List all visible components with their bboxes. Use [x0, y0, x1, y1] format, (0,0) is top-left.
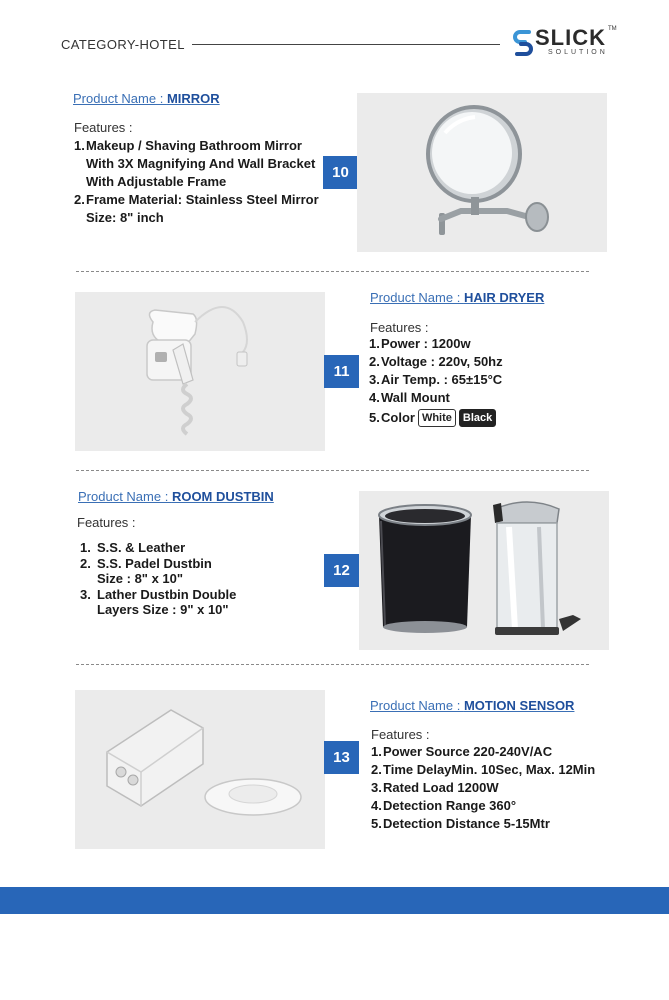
color-chip-white: White: [418, 409, 456, 427]
motion-sensor-icon: [75, 690, 325, 849]
features-list: [74, 137, 326, 227]
list-item: 5. Color White Black: [369, 409, 609, 427]
list-item: 1. Makeup / Shaving Bathroom Mirror With 3X Magnifying And Wall Bracket With Adjustable Frame: [74, 138, 316, 189]
color-chip-black: Black: [459, 409, 496, 427]
product-name-motion-sensor: Product Name : MOTION SENSOR: [370, 698, 575, 713]
product-image-hair-dryer: [75, 292, 325, 451]
product-image-mirror: [357, 93, 607, 252]
list-item: 1. S.S. & Leather: [80, 540, 186, 555]
features-title: Features :: [370, 320, 429, 335]
section-divider: [76, 470, 589, 471]
logo-subtitle: SOLUTION: [548, 49, 608, 56]
list-item: 2. Voltage : 220v, 50hz: [369, 354, 503, 369]
product-name-room-dustbin: Product Name : ROOM DUSTBIN: [78, 489, 274, 504]
product-number-badge: 12: [324, 554, 359, 587]
hair-dryer-icon: [75, 292, 325, 451]
list-item: 1. Power : 1200w: [369, 336, 471, 351]
list-item: 4. Detection Range 360°: [371, 798, 517, 813]
list-item: 2. Time DelayMin. 10Sec, Max. 12Min: [371, 762, 596, 777]
list-item: 4. Wall Mount: [369, 390, 450, 405]
features-title: Features :: [371, 727, 430, 742]
features-title: Features :: [77, 515, 136, 530]
product-number-badge: 13: [324, 741, 359, 774]
footer-bar: [0, 887, 669, 914]
logo-word: SLICK: [535, 25, 606, 50]
product-image-dustbin: [359, 491, 609, 650]
product-name-hair-dryer: Product Name : HAIR DRYER: [370, 290, 545, 305]
product-name-mirror: Product Name : MIRROR: [73, 91, 220, 106]
list-item: 3. Rated Load 1200W: [371, 780, 499, 795]
mirror-icon: [357, 93, 607, 252]
list-item: 1. Power Source 220-240V/AC: [371, 744, 553, 759]
logo-trademark: TM: [608, 26, 617, 32]
list-item: 3. Lather Dustbin Double Layers Size : 9" x 10": [80, 586, 237, 617]
features-list: [80, 540, 240, 618]
logo-s-icon: [512, 28, 534, 58]
list-item: 2. Frame Material: Stainless Steel Mirror Size: 8" inch: [74, 192, 319, 225]
product-number-badge: 11: [324, 355, 359, 388]
list-item: 2. S.S. Padel Dustbin Size : 8" x 10": [80, 555, 212, 586]
list-item: 3. Air Temp. : 65±15°C: [369, 372, 503, 387]
list-item: 5. Detection Distance 5-15Mtr: [371, 816, 550, 831]
page-category: CATEGORY-HOTEL: [61, 37, 185, 52]
product-number-badge: 10: [323, 156, 358, 189]
dustbin-icon: [359, 491, 609, 650]
features-list: [371, 743, 621, 833]
product-image-motion-sensor: [75, 690, 325, 849]
features-list: [369, 335, 609, 427]
features-title: Features :: [74, 120, 133, 135]
section-divider: [76, 271, 589, 272]
section-divider: [76, 664, 589, 665]
brand-logo: [512, 26, 622, 62]
header-divider: [192, 44, 500, 45]
